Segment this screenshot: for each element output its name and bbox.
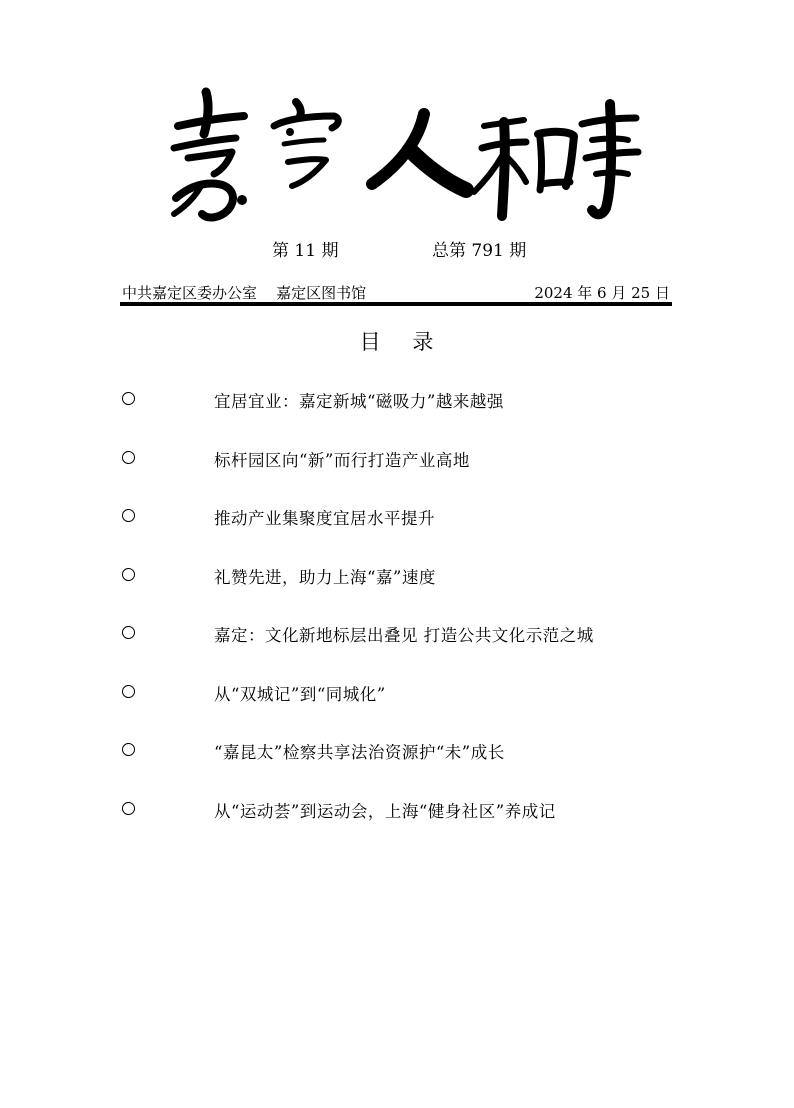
toc-item-title[interactable]: 从“运动荟”到运动会，上海“健身社区”养成记: [214, 801, 556, 821]
toc-item[interactable]: [122, 447, 682, 506]
toc-item-title[interactable]: 推动产业集聚度宜居水平提升: [214, 509, 435, 528]
circle-bullet-icon: [122, 509, 135, 522]
publisher-line: [122, 282, 670, 302]
toc-list: [122, 388, 682, 856]
masthead-calligraphy-logo: [166, 86, 642, 226]
issue-line: [0, 236, 794, 262]
circle-bullet-icon: [122, 802, 135, 815]
toc-item-title[interactable]: 嘉定：文化新地标层出叠见 打造公共文化示范之城: [214, 626, 594, 645]
circle-bullet-icon: [122, 451, 135, 464]
toc-item-title[interactable]: 宜居宜业：嘉定新城“磁吸力”越来越强: [214, 392, 504, 411]
circle-bullet-icon: [122, 685, 135, 698]
toc-item[interactable]: [122, 739, 682, 798]
publisher-name: 中共嘉定区委办公室 嘉定区图书馆: [122, 284, 367, 302]
toc-item[interactable]: [122, 505, 682, 564]
toc-item[interactable]: [122, 622, 682, 681]
toc-item[interactable]: [122, 681, 682, 740]
toc-item[interactable]: [122, 388, 682, 447]
toc-item[interactable]: [122, 564, 682, 623]
toc-item-title[interactable]: 礼赞先进，助力上海“嘉”速度: [214, 567, 436, 587]
circle-bullet-icon: [122, 568, 135, 581]
toc-item-title[interactable]: 标杆园区向“新”而行打造产业高地: [214, 450, 470, 470]
circle-bullet-icon: [122, 392, 135, 405]
circle-bullet-icon: [122, 743, 135, 756]
toc-item[interactable]: [122, 798, 682, 857]
calligraphy-char-ding: [274, 102, 338, 186]
calligraphy-char-he: [474, 120, 574, 216]
toc-title: 目 录: [359, 330, 435, 354]
issue-number: 第 11 期: [272, 241, 339, 261]
circle-bullet-icon: [122, 626, 135, 639]
header-rule-divider: [120, 302, 672, 306]
calligraphy-char-jia: [174, 92, 247, 217]
publish-date: 2024 年 6 月 25 日: [534, 284, 670, 302]
calligraphy-char-ren: [372, 114, 466, 190]
toc-item-title[interactable]: 从“双城记”到“同城化”: [214, 684, 386, 704]
toc-item-title[interactable]: “嘉昆太”检察共享法治资源护“未”成长: [214, 743, 505, 762]
total-issue-number: 总第 791 期: [432, 241, 527, 261]
calligraphy-char-shi: [582, 104, 638, 214]
